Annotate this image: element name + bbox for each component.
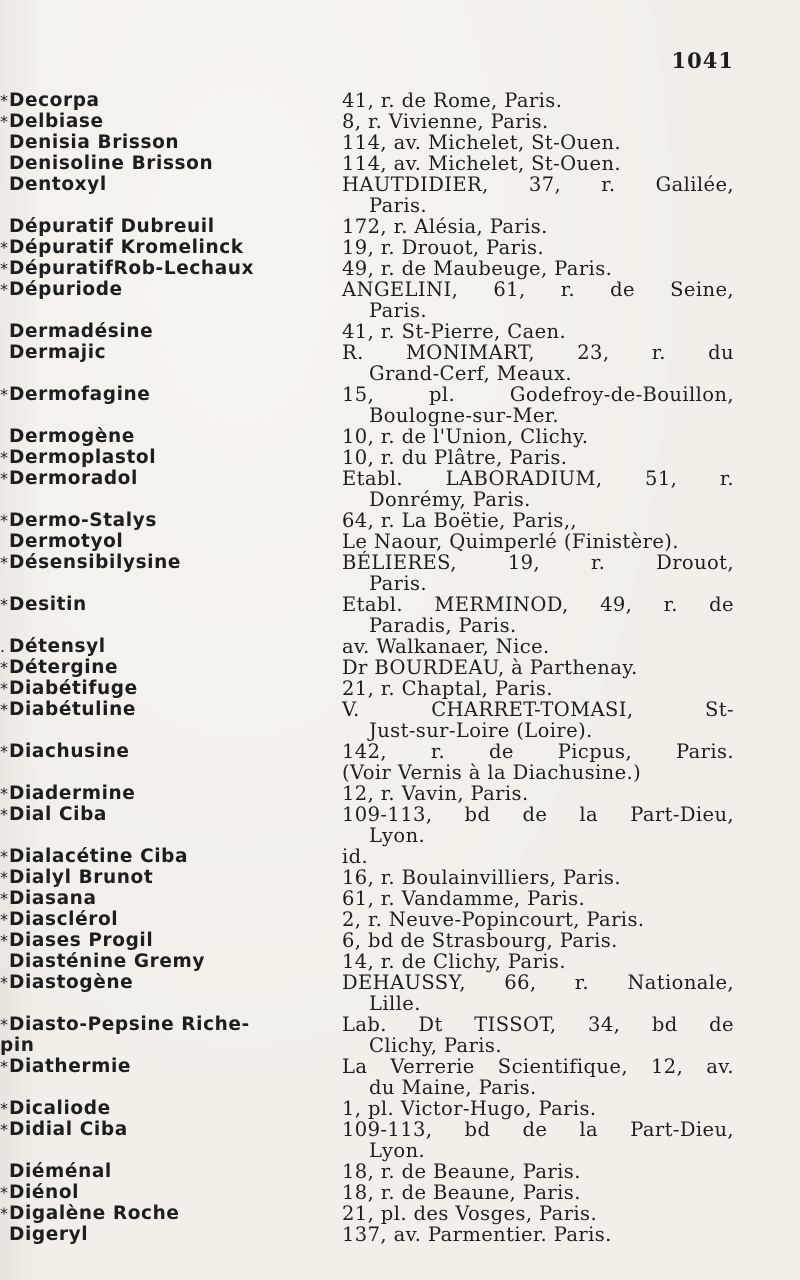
manufacturer-address [342,468,734,510]
product-name-text: Digeryl [9,1224,89,1245]
address-line: 1, pl. Victor-Hugo, Paris. [342,1097,597,1120]
product-name-text: Diénol [9,1182,80,1203]
manufacturer-address [342,237,734,258]
address-line: 15, pl. Godefroy-de-Bouillon, [342,383,734,406]
manufacturer-address [342,447,734,468]
directory-entry [0,342,800,384]
address-line: 6, bd de Strasbourg, Paris. [342,929,618,952]
entry-marker: * [0,259,9,278]
address-line: 16, r. Boulainvilliers, Paris. [342,866,621,889]
directory-entry [0,1056,800,1098]
manufacturer-address [342,384,734,426]
product-name [0,1056,330,1077]
address-line: Paradis, Paris. [369,614,517,637]
manufacturer-address [342,216,734,237]
product-name-text: Dermoradol [9,468,138,489]
entry-marker: * [0,511,9,530]
address-line: Lab. Dt TISSOT, 34, bd de [342,1013,734,1036]
directory-entry [0,741,800,783]
address-line: Paris. [369,194,428,217]
manufacturer-address [342,1056,734,1098]
entry-marker: * [0,805,9,824]
directory-entry [0,1098,800,1119]
directory-entry [0,1182,800,1203]
directory-entry [0,447,800,468]
directory-entry [0,930,800,951]
address-line: 41, r. de Rome, Paris. [342,89,563,112]
product-name-text: Diasclérol [9,909,119,930]
address-line: 18, r. de Beaune, Paris. [342,1160,581,1183]
directory-entry [0,909,800,930]
product-name [0,951,330,972]
address-line: 114, av. Michelet, St-Ouen. [342,131,622,154]
entry-marker: * [0,847,9,866]
directory-entry [0,636,800,657]
product-name [0,804,330,825]
product-name [0,783,330,804]
entry-marker: * [0,742,9,761]
directory-entry [0,1203,800,1224]
address-line: 18, r. de Beaune, Paris. [342,1181,581,1204]
product-name [0,699,330,720]
manufacturer-address [342,972,734,1014]
product-name-text: Denisoline Brisson [9,153,214,174]
product-name [0,678,330,699]
directory-entry [0,951,800,972]
address-line: 137, av. Parmentier. Paris. [342,1223,612,1246]
address-line: Lyon. [369,1139,426,1162]
product-name-text: Diabétifuge [9,678,138,699]
address-line: Grand-Cerf, Meaux. [369,362,572,385]
manufacturer-address [342,90,734,111]
product-name-text: DépuratifRob-Lechaux [9,258,255,279]
product-name-text: Désensibilysine [9,552,182,573]
product-name [0,867,330,888]
address-line: 10, r. du Plâtre, Paris. [342,446,568,469]
product-name-text: Denisia Brisson [9,132,180,153]
product-name-text: Diachusine [9,741,130,762]
manufacturer-address [342,846,734,867]
product-name [0,1098,330,1119]
product-name-text: Dépuriode [9,279,123,300]
product-name [0,90,330,111]
product-name [0,132,330,153]
entry-marker: * [0,1183,9,1202]
directory-entry [0,321,800,342]
entry-marker: * [0,595,9,614]
entry-marker: * [0,784,9,803]
manufacturer-address [342,930,734,951]
manufacturer-address [342,258,734,279]
manufacturer-address [342,804,734,846]
page-number: 1041 [671,48,734,73]
product-name [0,1014,330,1056]
manufacturer-address [342,1203,734,1224]
manufacturer-address [342,741,734,783]
entry-marker: * [0,910,9,929]
address-line: 21, pl. des Vosges, Paris. [342,1202,598,1225]
address-line: ANGELINI, 61, r. de Seine, [342,278,734,301]
product-name-text: Dialyl Brunot [9,867,154,888]
entry-marker: * [0,448,9,467]
product-name [0,342,330,363]
product-name-text: Desitin [9,594,87,615]
product-name [0,1203,330,1224]
product-name-text: Digalène Roche [9,1203,180,1224]
address-line: 142, r. de Picpus, Paris. [342,740,734,763]
directory-entry [0,426,800,447]
entry-marker: * [0,679,9,698]
address-line: V. CHARRET-TOMASI, St- [342,698,734,721]
product-name [0,468,330,489]
manufacturer-address [342,1098,734,1119]
product-name [0,279,330,300]
directory-entry [0,783,800,804]
address-line: av. Walkanaer, Nice. [342,635,550,658]
product-name-text: Decorpa [9,90,100,111]
product-name [0,447,330,468]
product-name-text: Didial Ciba [9,1119,128,1140]
product-name-text: Dialacétine Ciba [9,846,189,867]
directory-entry [0,804,800,846]
product-name-text: Dépuratif Kromelinck [9,237,244,258]
address-line: Le Naour, Quimperlé (Finistère). [342,530,679,553]
product-name-text: Détensyl [9,636,106,657]
product-name [0,972,330,993]
manufacturer-address [342,153,734,174]
address-line: (Voir Vernis à la Diachusine.) [342,761,642,784]
address-line: Boulogne-sur-Mer. [369,404,559,427]
manufacturer-address [342,111,734,132]
product-name [0,216,330,237]
address-line: 172, r. Alésia, Paris. [342,215,548,238]
entry-marker: * [0,469,9,488]
product-name [0,888,330,909]
manufacturer-address [342,909,734,930]
address-line: R. MONIMART, 23, r. du [342,341,734,364]
directory-entry [0,384,800,426]
address-line: Etabl. MERMINOD, 49, r. de [342,593,734,616]
directory-entry [0,237,800,258]
directory-entry [0,468,800,510]
address-line: 49, r. de Maubeuge, Paris. [342,257,613,280]
directory-entry [0,174,800,216]
manufacturer-address [342,342,734,384]
entry-marker: * [0,1120,9,1139]
address-line: 2, r. Neuve-Popincourt, Paris. [342,908,645,931]
entry-marker: * [0,385,9,404]
address-line: 41, r. St-Pierre, Caen. [342,320,567,343]
entry-marker: * [0,889,9,908]
manufacturer-address [342,552,734,594]
directory-entry [0,279,800,321]
directory-entry [0,552,800,594]
address-line: DEHAUSSY, 66, r. Nationale, [342,971,734,994]
entry-marker: * [0,1099,9,1118]
product-name [0,552,330,573]
entry-marker: * [0,1204,9,1223]
product-name [0,384,330,405]
product-name [0,510,330,531]
entry-marker: * [0,658,9,677]
manufacturer-address [342,321,734,342]
directory-entry [0,510,800,531]
entry-marker: * [0,1015,9,1034]
directory-entry [0,594,800,636]
address-line: 109-113, bd de la Part-Dieu, [342,803,734,826]
product-name-text: Dermo-Stalys [9,510,157,531]
product-name [0,846,330,867]
product-name [0,1119,330,1140]
product-name-text: Dicaliode [9,1098,111,1119]
product-name [0,153,330,174]
directory-entry [0,657,800,678]
entry-marker: * [0,931,9,950]
product-name-text: Diathermie [9,1056,132,1077]
entry-marker: * [0,91,9,110]
manufacturer-address [342,279,734,321]
product-name-text: Diases Progil [9,930,154,951]
manufacturer-address [342,531,734,552]
directory-entry [0,1224,800,1245]
address-line: id. [342,845,369,868]
manufacturer-address [342,783,734,804]
product-name [0,111,330,132]
address-line: 109-113, bd de la Part-Dieu, [342,1118,734,1141]
directory-entry [0,867,800,888]
entry-list [0,90,800,1245]
entry-marker: * [0,238,9,257]
product-name-text: Diasana [9,888,97,909]
directory-entry [0,678,800,699]
manufacturer-address [342,657,734,678]
product-name [0,930,330,951]
product-name [0,531,330,552]
address-line: Clichy, Paris. [369,1034,502,1057]
manufacturer-address [342,867,734,888]
product-name [0,741,330,762]
product-name-text: Diabétuline [9,699,136,720]
directory-entry [0,111,800,132]
address-line: 64, r. La Boëtie, Paris,, [342,509,578,532]
product-name-text: Dermoplastol [9,447,157,468]
product-name-text: Détergine [9,657,119,678]
directory-entry [0,1014,800,1056]
product-name-text: Dial Ciba [9,804,108,825]
manufacturer-address [342,699,734,741]
manufacturer-address [342,951,734,972]
product-name [0,636,330,657]
address-line: Just-sur-Loire (Loire). [369,719,593,742]
manufacturer-address [342,1161,734,1182]
entry-marker: * [0,700,9,719]
product-name-text: Diadermine [9,783,136,804]
address-line: 114, av. Michelet, St-Ouen. [342,152,622,175]
address-line: 10, r. de l'Union, Clichy. [342,425,589,448]
product-name [0,258,330,279]
address-line: 21, r. Chaptal, Paris. [342,677,553,700]
product-name [0,594,330,615]
product-name-text: Dermotyol [9,531,124,552]
address-line: Lille. [369,992,421,1015]
manufacturer-address [342,1182,734,1203]
address-line: 61, r. Vandamme, Paris. [342,887,586,910]
manufacturer-address [342,1224,734,1245]
directory-entry [0,153,800,174]
product-name-text: Dermogène [9,426,135,447]
product-name [0,321,330,342]
product-name [0,1224,330,1245]
product-name [0,1182,330,1203]
entry-marker: * [0,553,9,572]
directory-entry [0,972,800,1014]
address-line: 8, r. Vivienne, Paris. [342,110,549,133]
product-name-text: Dermadésine [9,321,154,342]
directory-entry [0,699,800,741]
entry-marker: * [0,112,9,131]
manufacturer-address [342,510,734,531]
directory-entry [0,1161,800,1182]
address-line: BÉLIERES, 19, r. Drouot, [342,551,734,574]
manufacturer-address [342,426,734,447]
address-line: Paris. [369,299,428,322]
product-name-text: Dermajic [9,342,107,363]
manufacturer-address [342,888,734,909]
address-line: HAUTDIDIER, 37, r. Galilée, [342,173,734,196]
address-line: Etabl. LABORADIUM, 51, r. [342,467,734,490]
product-name-text: Delbiase [9,111,104,132]
manufacturer-address [342,1014,734,1056]
address-line: 12, r. Vavin, Paris. [342,782,529,805]
entry-marker: * [0,1057,9,1076]
directory-entry [0,888,800,909]
directory-entry [0,132,800,153]
product-name [0,1161,330,1182]
product-name-text: Diasto-Pepsine Riche- pin [0,1014,250,1056]
address-line: 14, r. de Clichy, Paris. [342,950,566,973]
product-name [0,426,330,447]
product-name [0,657,330,678]
address-line: du Maine, Paris. [369,1076,537,1099]
product-name-text: Dépuratif Dubreuil [9,216,215,237]
entry-marker: * [0,868,9,887]
directory-entry [0,90,800,111]
manufacturer-address [342,132,734,153]
product-name-text: Dentoxyl [9,174,107,195]
product-name-text: Dermofagine [9,384,151,405]
product-name [0,909,330,930]
manufacturer-address [342,636,734,657]
address-line: Lyon. [369,824,426,847]
product-name [0,174,330,195]
directory-entry [0,216,800,237]
manufacturer-address [342,594,734,636]
directory-entry [0,1119,800,1161]
address-line: 19, r. Drouot, Paris. [342,236,545,259]
address-line: Donrémy, Paris. [369,488,531,511]
entry-marker: * [0,973,9,992]
directory-entry [0,846,800,867]
address-line: La Verrerie Scientifique, 12, av. [342,1055,734,1078]
product-name-text: Diastogène [9,972,134,993]
product-name-text: Diasténine Gremy [9,951,206,972]
entry-marker: * [0,280,9,299]
product-name-text: Diéménal [9,1161,112,1182]
address-line: Dr BOURDEAU, à Parthenay. [342,656,638,679]
entry-marker: . [0,637,6,656]
manufacturer-address [342,678,734,699]
product-name [0,237,330,258]
directory-entry [0,258,800,279]
manufacturer-address [342,174,734,216]
manufacturer-address [342,1119,734,1161]
address-line: Paris. [369,572,428,595]
directory-entry [0,531,800,552]
